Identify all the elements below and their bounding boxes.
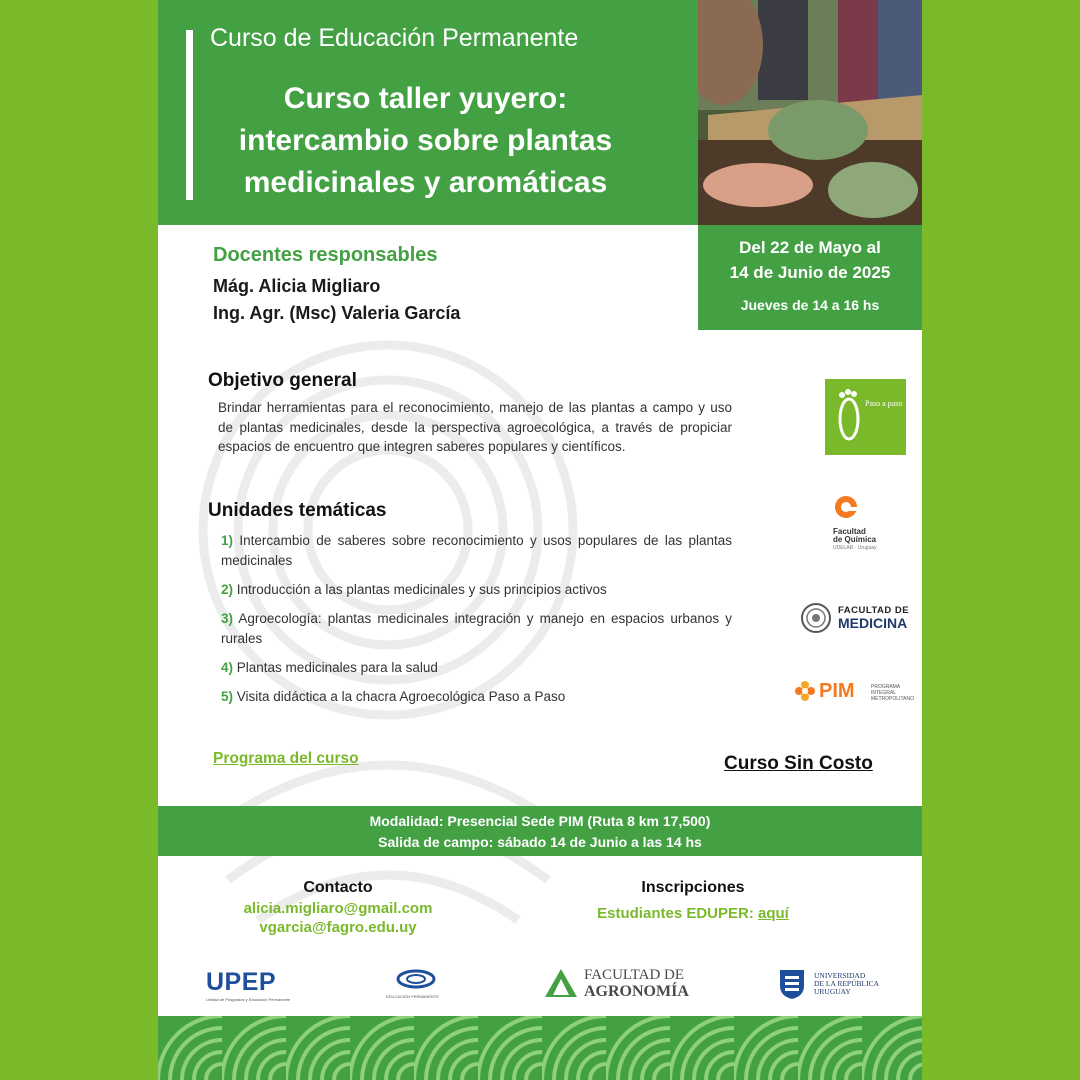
pim-flower-icon (794, 680, 816, 702)
unit-text: Introducción a las plantas medicinales y sus principios activos (236, 582, 607, 597)
educacion-emblem-icon (386, 966, 476, 992)
educacion-permanente-logo (386, 966, 476, 1006)
teacher-name: Mág. Alicia Migliaro (213, 276, 381, 296)
upep-caption: Unidad de Posgrados y Educación Permanente (206, 997, 291, 1002)
quimica-label-line: de Química (833, 535, 877, 544)
inscriptions-line (558, 905, 828, 922)
contact-email[interactable]: vgarcia@fagro.edu.uy (259, 919, 417, 936)
objective-heading: Objetivo general (208, 370, 357, 391)
modality-text: Modalidad: Presencial Sede PIM (Ruta 8 km 17,500) (369, 813, 711, 829)
udelar-label-line: UNIVERSIDAD (814, 971, 866, 980)
quimica-sublabel: UDELAR · Uruguay (833, 545, 877, 551)
agronomia-label-top: FACULTAD DE (584, 967, 685, 983)
units-heading: Unidades temáticas (208, 500, 387, 521)
unit-text: Visita didáctica a la chacra Agroecológica Paso a Paso (236, 689, 566, 704)
contact-email[interactable]: alicia.migliaro@gmail.com (243, 900, 433, 917)
quimica-label-line: Facultad (833, 527, 866, 536)
inscriptions-label: Estudiantes EDUPER: (597, 905, 754, 922)
date-box (698, 225, 922, 330)
pim-sublabel (871, 684, 914, 702)
udelar-label-line: URUGUAY (814, 987, 851, 996)
course-title-line: medicinales y aromáticas (243, 166, 608, 199)
unit-text: Agroecología: plantas medicinales integración y manejo en espacios urbanos y rurales (221, 611, 732, 646)
contact-heading: Contacto (303, 879, 373, 896)
udelar-label-line: DE LA REPÚBLICA (814, 979, 880, 988)
facultad-medicina-logo (800, 602, 915, 634)
teacher-name: Ing. Agr. (Msc) Valeria García (213, 303, 461, 323)
header-accent-bar (186, 30, 193, 200)
medicina-seal-icon (800, 602, 832, 634)
unit-number: 1) (221, 533, 234, 548)
date-range (698, 235, 922, 285)
unit-item (221, 609, 732, 648)
pim-label: PIM (819, 680, 855, 702)
inscriptions-heading: Inscripciones (641, 879, 745, 896)
modality-banner (158, 806, 922, 856)
poster (158, 0, 922, 1080)
footer-pattern-decoration (158, 1016, 922, 1080)
course-title-line: intercambio sobre plantas (238, 124, 613, 157)
unit-item (221, 580, 732, 600)
date-start: Del 22 de Mayo al (739, 238, 881, 257)
unit-number: 2) (221, 582, 234, 597)
date-end: 14 de Junio de 2025 (729, 263, 891, 282)
pim-logo (794, 680, 919, 706)
upep-logo (206, 968, 301, 1008)
quimica-emblem-icon (831, 494, 861, 524)
inscriptions-link[interactable]: aquí (758, 905, 789, 922)
teachers-heading: Docentes responsables (213, 244, 438, 266)
pim-sublabel-line: PROGRAMA (871, 684, 901, 690)
garden-photo (698, 0, 922, 225)
course-title (198, 78, 653, 204)
unit-number: 3) (221, 611, 234, 626)
upep-wordmark: UPEP (206, 968, 277, 996)
udelar-shield-icon (778, 968, 806, 1000)
udelar-logo (778, 968, 888, 1002)
course-title-line: Curso taller yuyero: (283, 82, 568, 115)
unit-number: 5) (221, 689, 234, 704)
schedule: Jueves de 14 a 16 hs (740, 297, 880, 313)
program-link[interactable]: Programa del curso (213, 750, 359, 767)
field-trip-text: Salida de campo: sábado 14 de Junio a las 14 hs (378, 834, 702, 850)
agronomia-emblem-icon (544, 967, 578, 999)
facultad-quimica-logo (831, 494, 911, 554)
paso-a-paso-logo (825, 379, 906, 455)
unit-text: Intercambio de saberes sobre reconocimiento y usos populares de las plantas medicinales (221, 533, 732, 568)
medicina-label-main: MEDICINA (838, 615, 908, 631)
pim-sublabel-line: INTEGRAL (871, 690, 897, 696)
agronomia-label-main: AGRONOMÍA (584, 983, 689, 1000)
header-banner (158, 0, 698, 225)
unit-text: Plantas medicinales para la salud (236, 660, 438, 675)
educacion-caption: EDUCACIÓN PERMANENTE (386, 994, 439, 999)
medicina-label-top: FACULTAD DE (838, 605, 910, 616)
unit-item (221, 687, 732, 707)
cost-label: Curso Sin Costo (724, 753, 873, 774)
facultad-agronomia-logo (544, 967, 694, 1001)
unit-item (221, 531, 732, 570)
objective-text: Brindar herramientas para el reconocimiento, manejo de las plantas a campo y uso de plantas medicinales, desde la perspectiva agroecológica, a través de propiciar espacios de encuentro que integren saberes populares y científicos. (218, 400, 732, 454)
unit-number: 4) (221, 660, 234, 675)
pim-sublabel-line: METROPOLITANO (871, 696, 914, 702)
unit-item (221, 658, 732, 678)
footprint-icon (825, 379, 906, 455)
course-type-label: Curso de Educación Permanente (210, 24, 579, 52)
paso-a-paso-label: Paso a paso (865, 399, 903, 408)
quimica-label (833, 528, 876, 544)
udelar-label (814, 972, 879, 996)
